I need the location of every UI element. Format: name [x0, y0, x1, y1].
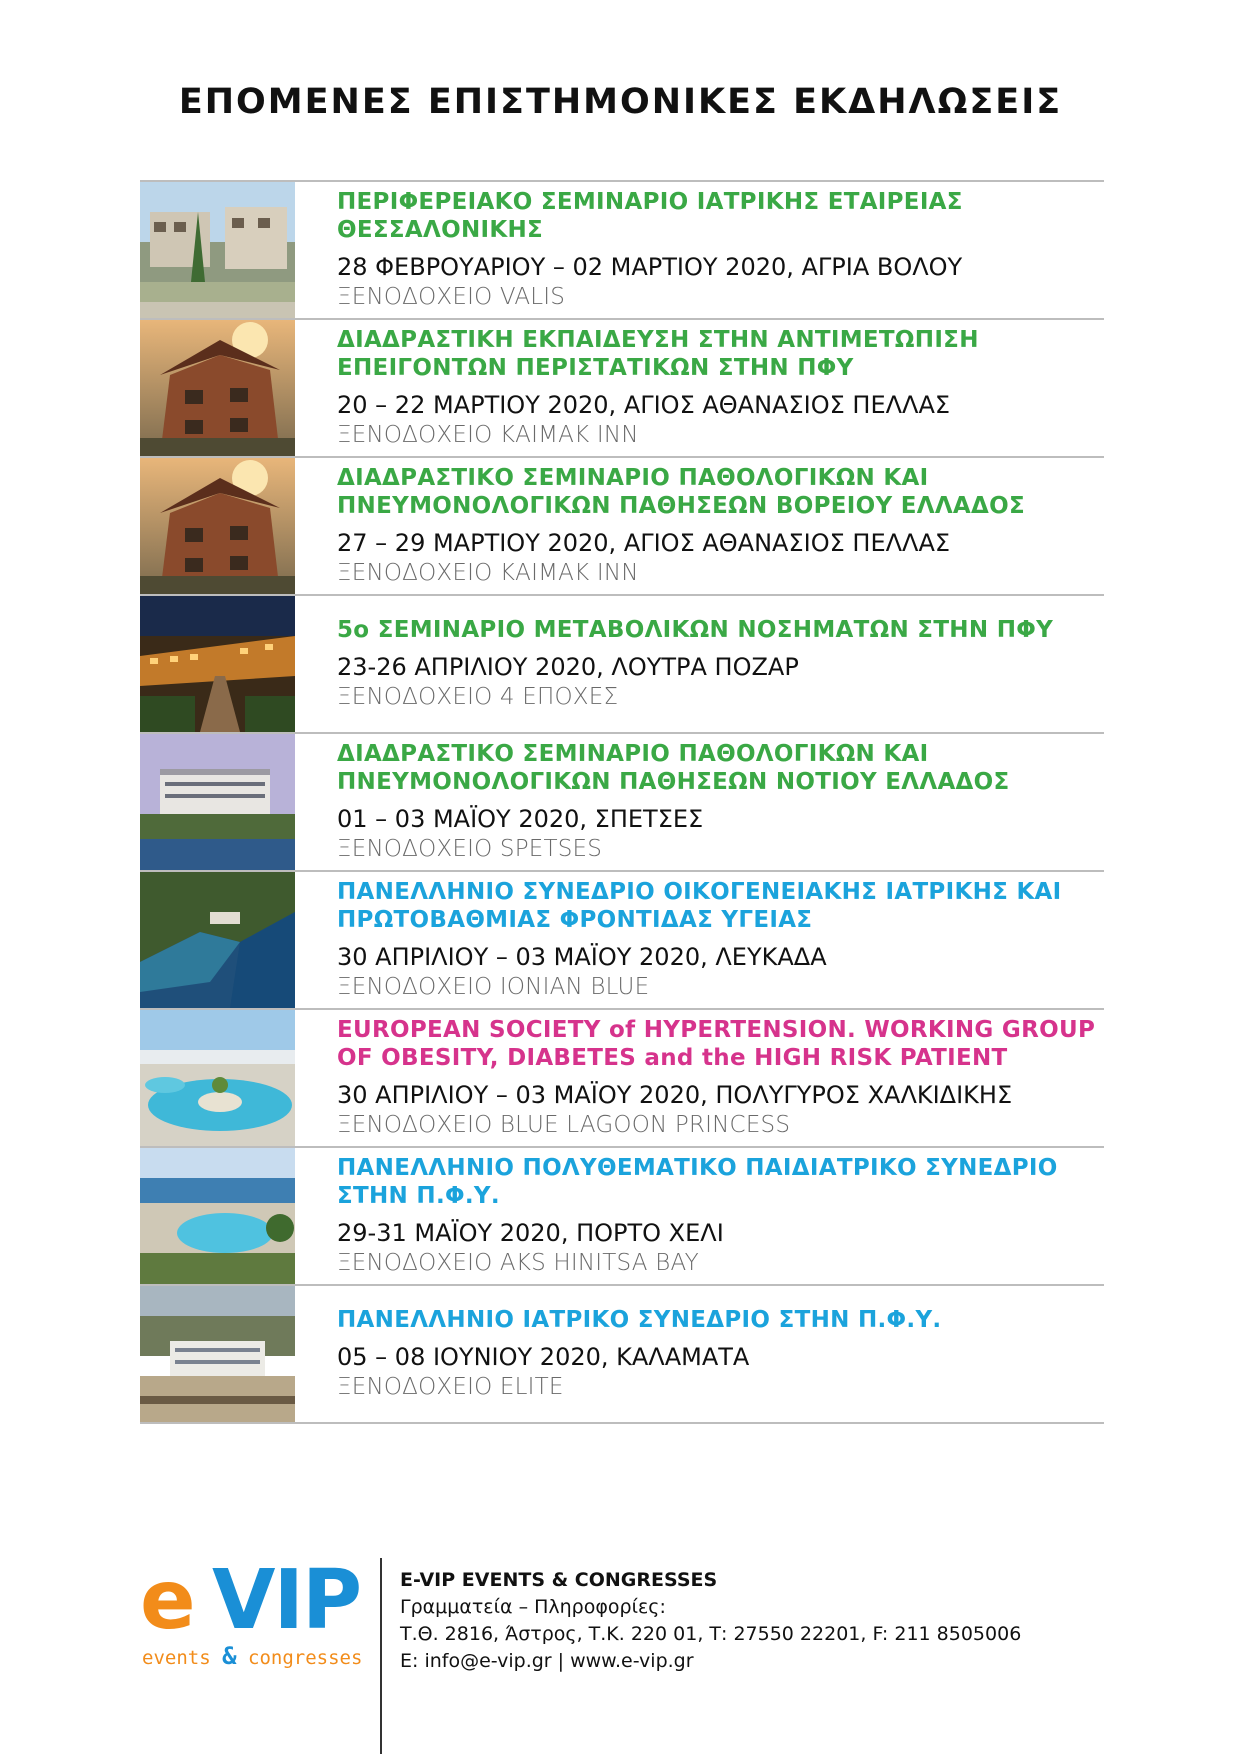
event-hotel: ΞΕΝΟΔΟΧΕΙΟ ELITE — [337, 1374, 564, 1400]
event-hotel: ΞΕΝΟΔΟΧΕΙΟ 4 ΕΠΟΧΕΣ — [337, 684, 619, 710]
footer-contact — [400, 1566, 1021, 1675]
hotel-hinitsa-photo — [140, 1148, 295, 1284]
event-date: 28 ΦΕΒΡΟΥΑΡΙΟΥ – 02 ΜΑΡΤΙΟΥ 2020, ΑΓΡΙΑ ΒΟΛΟΥ — [337, 253, 963, 281]
contact-address: Τ.Θ. 2816, Άστρος, Τ.Κ. 220 01, Τ: 27550 22201, F: 211 8505006 — [400, 1623, 1022, 1645]
event-title: 5ο ΣΕΜΙΝΑΡΙΟ ΜΕΤΑΒΟΛΙΚΩΝ ΝΟΣΗΜΑΤΩΝ ΣΤΗΝ ΠΦΥ — [337, 617, 1054, 643]
event-hotel: ΞΕΝΟΔΟΧΕΙΟ VALIS — [337, 284, 566, 310]
footer-divider — [380, 1558, 382, 1754]
event-date: 29-31 ΜΑΪΟΥ 2020, ΠΟΡΤΟ ΧΕΛΙ — [337, 1219, 724, 1247]
event-info — [337, 1010, 1104, 1146]
event-info — [337, 182, 1104, 318]
event-info — [337, 458, 1104, 594]
event-title: ΔΙΑΔΡΑΣΤΙΚΗ ΕΚΠΑΙΔΕΥΣΗ ΣΤΗΝ ΑΝΤΙΜΕΤΩΠΙΣΗ ΕΠΕΙΓΟΝΤΩΝ ΠΕΡΙΣΤΑΤΙΚΩΝ ΣΤΗΝ ΠΦΥ — [337, 327, 979, 381]
event-date: 27 – 29 ΜΑΡΤΙΟΥ 2020, ΑΓΙΟΣ ΑΘΑΝΑΣΙΟΣ ΠΕΛΛΑΣ — [337, 529, 951, 557]
event-date: 23-26 ΑΠΡΙΛΙΟΥ 2020, ΛΟΥΤΡΑ ΠΟΖΑΡ — [337, 653, 799, 681]
page-title: ΕΠΟΜΕΝΕΣ ΕΠΙΣΤΗΜΟΝΙΚΕΣ ΕΚΔΗΛΩΣΕΙΣ — [178, 82, 1063, 122]
event-title: ΔΙΑΔΡΑΣΤΙΚΟ ΣΕΜΙΝΑΡΙΟ ΠΑΘΟΛΟΓΙΚΩΝ ΚΑΙ ΠΝΕΥΜΟΝΟΛΟΓΙΚΩΝ ΠΑΘΗΣΕΩΝ ΝΟΤΙΟΥ ΕΛΛΑΔΟΣ — [337, 741, 1010, 795]
event-info — [337, 872, 1104, 1008]
event-title: ΠΕΡΙΦΕΡΕΙΑΚΟ ΣΕΜΙΝΑΡΙΟ ΙΑΤΡΙΚΗΣ ΕΤΑΙΡΕΙΑΣ ΘΕΣΣΑΛΟΝΙΚΗΣ — [337, 189, 963, 243]
event-date: 30 ΑΠΡΙΛΙΟΥ – 03 ΜΑΪΟΥ 2020, ΠΟΛΥΓΥΡΟΣ ΧΑΛΚΙΔΙΚΗΣ — [337, 1081, 1013, 1109]
event-hotel: ΞΕΝΟΔΟΧΕΙΟ ΚΑΙΜΑΚ INN — [337, 422, 639, 448]
event-info — [337, 320, 1104, 456]
hotel-kaimak-photo — [140, 458, 295, 594]
logo-subtitle — [142, 1642, 362, 1670]
event-info — [337, 1286, 1104, 1422]
logo-sub-right: congresses — [248, 1647, 363, 1669]
event-item — [140, 1008, 1104, 1146]
event-title: EUROPEAN SOCIETY of HYPERTENSION. WORKING GROUP OF OBESITY, DIABETES and the HIGH RISK PATIENT — [337, 1017, 1096, 1071]
logo-ampersand: & — [222, 1642, 237, 1670]
event-date: 01 – 03 ΜΑΪΟΥ 2020, ΣΠΕΤΣΕΣ — [337, 805, 704, 833]
evip-logo — [140, 1553, 370, 1670]
event-info — [337, 596, 1104, 732]
events-list — [140, 180, 1104, 1424]
event-hotel: ΞΕΝΟΔΟΧΕΙΟ ΚΑΙΜΑΚ INN — [337, 560, 639, 586]
event-item — [140, 1146, 1104, 1284]
event-hotel: ΞΕΝΟΔΟΧΕΙΟ IONIAN BLUE — [337, 974, 650, 1000]
event-date: 05 – 08 ΙΟΥΝΙΟΥ 2020, ΚΑΛΑΜΑΤΑ — [337, 1343, 750, 1371]
contact-heading: Γραμματεία – Πληροφορίες: — [400, 1596, 666, 1618]
event-item — [140, 870, 1104, 1008]
contact-email-web[interactable]: E: info@e-vip.gr | www.e-vip.gr — [400, 1650, 694, 1672]
event-info — [337, 734, 1104, 870]
event-hotel: ΞΕΝΟΔΟΧΕΙΟ BLUE LAGOON PRINCESS — [337, 1112, 791, 1138]
event-item — [140, 456, 1104, 594]
hotel-spetses-photo — [140, 734, 295, 870]
event-item — [140, 732, 1104, 870]
event-title: ΠΑΝΕΛΛΗΝΙΟ ΣΥΝΕΔΡΙΟ ΟΙΚΟΓΕΝΕΙΑΚΗΣ ΙΑΤΡΙΚΗΣ ΚΑΙ ΠΡΩΤΟΒΑΘΜΙΑΣ ΦΡΟΝΤΙΔΑΣ ΥΓΕΙΑΣ — [337, 879, 1062, 933]
event-hotel: ΞΕΝΟΔΟΧΕΙΟ AKS HINITSA BAY — [337, 1250, 699, 1276]
event-date: 30 ΑΠΡΙΛΙΟΥ – 03 ΜΑΪΟΥ 2020, ΛΕΥΚΑΔΑ — [337, 943, 827, 971]
hotel-kaimak-photo — [140, 320, 295, 456]
event-item — [140, 180, 1104, 318]
company-name: E-VIP EVENTS & CONGRESSES — [400, 1569, 718, 1591]
logo-e: e — [140, 1553, 196, 1648]
event-title: ΠΑΝΕΛΛΗΝΙΟ ΠΟΛΥΘΕΜΑΤΙΚΟ ΠΑΙΔΙΑΤΡΙΚΟ ΣΥΝΕΔΡΙΟ ΣΤΗΝ Π.Φ.Υ. — [337, 1155, 1058, 1209]
event-title: ΔΙΑΔΡΑΣΤΙΚΟ ΣΕΜΙΝΑΡΙΟ ΠΑΘΟΛΟΓΙΚΩΝ ΚΑΙ ΠΝΕΥΜΟΝΟΛΟΓΙΚΩΝ ΠΑΘΗΣΕΩΝ ΒΟΡΕΙΟΥ ΕΛΛΑΔΟΣ — [337, 465, 1025, 519]
event-hotel: ΞΕΝΟΔΟΧΕΙΟ SPETSES — [337, 836, 603, 862]
hotel-blue-lagoon-photo — [140, 1010, 295, 1146]
hotel-ionian-blue-photo — [140, 872, 295, 1008]
event-item — [140, 1284, 1104, 1424]
logo-sub-left: events — [142, 1647, 211, 1669]
event-item — [140, 594, 1104, 732]
event-date: 20 – 22 ΜΑΡΤΙΟΥ 2020, ΑΓΙΟΣ ΑΘΑΝΑΣΙΟΣ ΠΕΛΛΑΣ — [337, 391, 951, 419]
event-title: ΠΑΝΕΛΛΗΝΙΟ ΙΑΤΡΙΚΟ ΣΥΝΕΔΡΙΟ ΣΤΗΝ Π.Φ.Υ. — [337, 1307, 942, 1333]
event-info — [337, 1148, 1104, 1284]
event-item — [140, 318, 1104, 456]
logo-vip: VIP — [212, 1553, 361, 1648]
hotel-elite-photo — [140, 1286, 295, 1422]
hotel-4-epoxes-photo — [140, 596, 295, 732]
hotel-valis-photo — [140, 182, 295, 318]
